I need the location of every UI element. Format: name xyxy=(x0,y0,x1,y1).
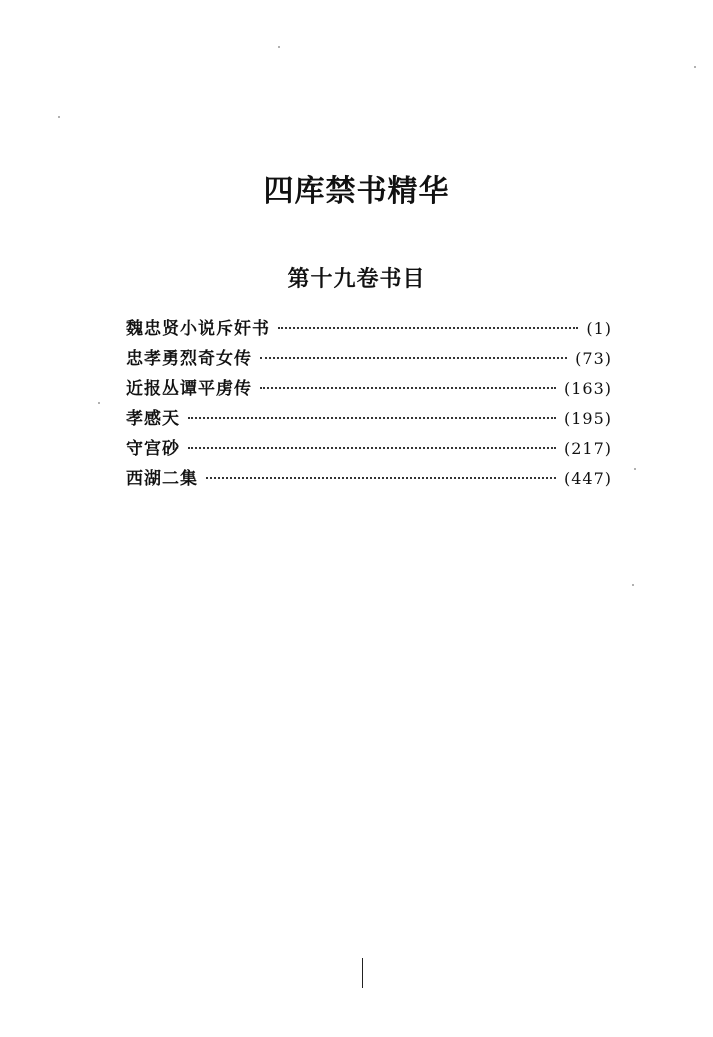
scan-speck xyxy=(694,66,696,68)
scan-speck xyxy=(632,584,634,586)
toc-entry-page: (73) xyxy=(575,349,612,368)
toc-entry-title: 孝感天 xyxy=(126,409,180,429)
scan-speck xyxy=(278,46,280,48)
toc-entry-page: (195) xyxy=(563,409,612,428)
scan-speck xyxy=(58,116,60,118)
scan-speck xyxy=(98,402,100,404)
toc-entry-title: 西湖二集 xyxy=(126,469,198,489)
dot-leader xyxy=(206,477,556,479)
table-of-contents xyxy=(126,314,612,494)
toc-entry[interactable] xyxy=(126,314,612,344)
toc-entry-page: (163) xyxy=(563,379,612,398)
toc-entry[interactable] xyxy=(126,464,612,494)
toc-entry-title: 魏忠贤小说斥奸书 xyxy=(126,319,270,339)
toc-entry-title: 守宫砂 xyxy=(126,439,180,459)
toc-entry[interactable] xyxy=(126,374,612,404)
toc-entry-title: 忠孝勇烈奇女传 xyxy=(126,349,252,369)
page-fold-mark xyxy=(362,958,363,988)
dot-leader xyxy=(188,417,556,419)
volume-contents-heading: 第十九卷书目 xyxy=(287,266,426,292)
toc-entry[interactable] xyxy=(126,434,612,464)
dot-leader xyxy=(260,387,556,389)
toc-entry-page: (217) xyxy=(563,439,612,458)
toc-entry-title: 近报丛谭平虏传 xyxy=(126,379,252,399)
toc-entry[interactable] xyxy=(126,404,612,434)
toc-entry[interactable] xyxy=(126,344,612,374)
toc-entry-page: (447) xyxy=(563,469,612,488)
toc-entry-page: (1) xyxy=(586,319,612,338)
dot-leader xyxy=(278,327,578,329)
book-title: 四库禁书精华 xyxy=(263,174,450,209)
dot-leader xyxy=(188,447,556,449)
scan-speck xyxy=(634,468,636,470)
dot-leader xyxy=(260,357,567,359)
